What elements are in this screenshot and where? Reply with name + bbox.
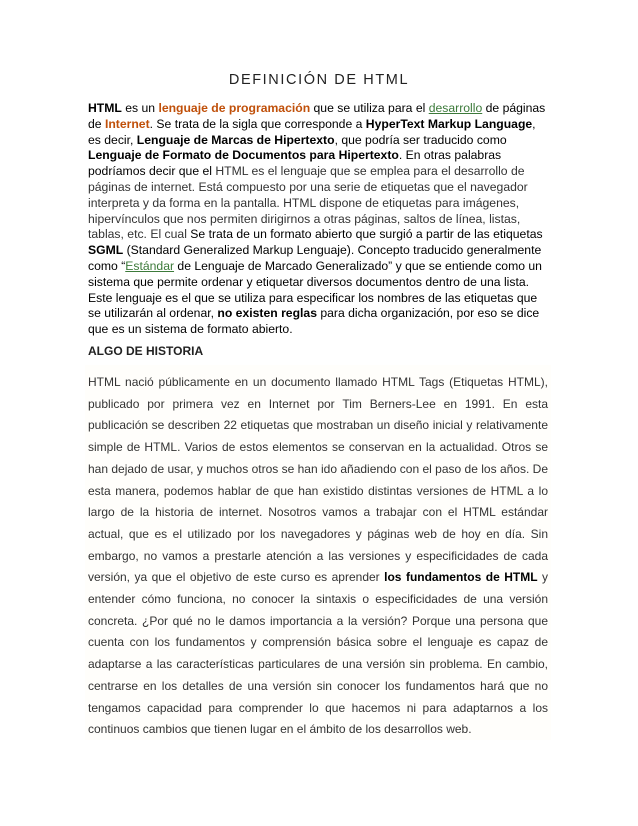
history-paragraph xyxy=(88,372,548,741)
text-segment: y entender cómo funciona, no conocer la sintaxis o especificidades de una versión concreta. ¿Por qué no le damos importancia a la versión? Porque una persona que cuenta con los fundamentos y comprensión básica sobre el lenguaje es capaz de adaptarse a las características particulares de una versión sin problema. En cambio, centrarse en los detalles de una versión sin conocer los fundamentos hará que no tengamos capacidad para comprender lo que hacemos ni para adaptarnos a los continuos cambios que tienen lugar en el ámbito de los desarrollos web. xyxy=(88,570,548,737)
intro-paragraph xyxy=(88,101,548,338)
term-html: HTML xyxy=(88,101,122,115)
text-segment: HTML nació públicamente en un documento llamado HTML Tags (Etiquetas HTML), publicado por primera vez en Internet por Tim Berners-Lee en 1991. En esta publicación se describen 22 etiquetas que mostraban un diseño inicial y relativamente simple de HTML. Varios de estos elementos se conservan en la actualidad. Otros se han dejado de usar, y muchos otros se han ido añadiendo con el paso de los años. De esta manera, podemos hablar de que han existido distintas versiones de HTML a lo largo de la historia de internet. Nosotros vamos a trabajar con el HTML estándar actual, que es el utilizado por los navegadores y páginas web de hoy en día. Sin embargo, no vamos a prestarle atención a las versiones y especificidades de cada versión, ya que el objetivo de este curso es aprender xyxy=(88,375,548,585)
text-segment: . En otras palabras podríamos decir que el xyxy=(88,148,502,179)
text-segment: para dicha organización, por eso se dice que es un sistema de formato abierto. xyxy=(88,306,540,337)
term-internet: Internet xyxy=(104,116,150,131)
term-lenguaje-marcas: Lenguaje de Marcas de Hipertexto xyxy=(136,132,335,147)
term-sgml: SGML xyxy=(88,243,124,258)
section-heading-history: ALGO DE HISTORIA xyxy=(88,344,204,358)
text-segment: de Lenguaje de Marcado Generalizado” y que se entiende como un sistema que permite ordenar y etiquetar diversos documentos dentro de una lista. Este lenguaje es el que se utiliza para especificar los nombres de las etiquetas que se utilizarán al ordenar, xyxy=(88,258,542,321)
term-hypertext-markup-language: HyperText Markup Language xyxy=(365,116,533,131)
text-segment-gray: HTML es el lenguaje que se emplea para el desarrollo de páginas de internet. Está compuesto por una serie de etiquetas que el navegador interpreta y da forma en la pantalla. HTML dispone de etiquetas para imágenes, hipervínculos que nos permiten dirigirnos a otras páginas, saltos de línea, listas, tablas, etc. El cual xyxy=(88,164,528,242)
term-no-existen-reglas: no existen reglas xyxy=(217,306,317,321)
text-segment: , que podría ser traducido como xyxy=(334,132,507,147)
text-segment: (Standard Generalized Markup Lenguaje). Concepto traducido generalmente como “ xyxy=(88,243,542,273)
term-lenguaje-formato: Lenguaje de Formato de Documentos para Hipertexto xyxy=(88,148,399,163)
link-estandar[interactable]: Estándar xyxy=(125,258,175,273)
text-segment: que se utiliza para el xyxy=(310,101,429,115)
term-fundamentos-html: los fundamentos de HTML xyxy=(384,570,538,585)
text-segment: es un xyxy=(121,101,159,115)
text-segment: , es decir, xyxy=(88,116,536,147)
term-programming-language: lenguaje de programación xyxy=(158,101,311,115)
link-desarrollo[interactable]: desarrollo xyxy=(428,101,483,115)
page-title: DEFINICIÓN DE HTML xyxy=(228,72,410,88)
text-segment: de páginas de xyxy=(88,101,546,131)
text-segment: . Se trata de la sigla que corresponde a xyxy=(149,116,366,131)
text-segment: Se trata de un formato abierto que surgió a partir de las etiquetas xyxy=(186,227,543,242)
